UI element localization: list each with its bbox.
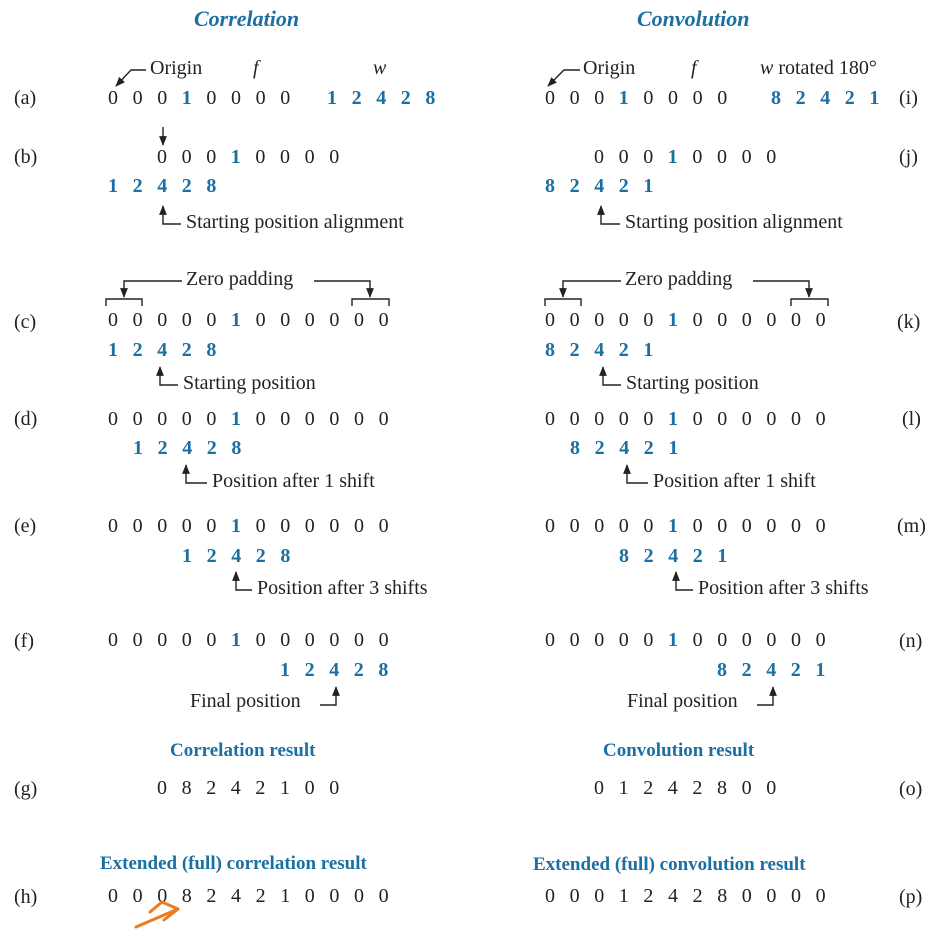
seq-g-result-digit: 8 <box>181 777 192 799</box>
seq-n-f-digit: 0 <box>643 629 654 651</box>
seq-d-f-digit: 0 <box>255 408 266 430</box>
seq-d-f-digit: 0 <box>181 408 192 430</box>
seq-j-w-digit: 2 <box>618 175 629 197</box>
seq-e-w-digit: 4 <box>231 545 242 567</box>
seq-m-w-digit: 8 <box>619 545 629 567</box>
start-pos-arrow-right <box>603 367 621 385</box>
seq-c-f-digit: 0 <box>378 309 389 331</box>
seq-k-f-digit: 0 <box>545 309 555 331</box>
seq-e-f-digit: 0 <box>354 515 364 537</box>
seq-p-result-digit: 8 <box>717 885 728 907</box>
seq-j-f-digit: 0 <box>766 146 777 168</box>
seq-n-f-digit: 0 <box>791 629 801 651</box>
seq-k-f-digit: 0 <box>766 309 777 331</box>
seq-m-w-digit: 1 <box>717 545 728 567</box>
seq-o-result-digit: 0 <box>594 777 604 799</box>
seq-b-f-digit: 0 <box>304 146 315 168</box>
seq-k-w-digit: 2 <box>569 339 580 361</box>
seq-h-result-digit: 0 <box>354 885 364 907</box>
seq-h-result-digit: 0 <box>157 885 168 907</box>
seq-l-f-digit: 0 <box>766 408 777 430</box>
zero-pad-arrow-left-a <box>124 281 182 297</box>
seq-k-f-digit: 0 <box>618 309 629 331</box>
seq-a-w-digit: 4 <box>376 87 387 109</box>
seq-c-w-digit: 2 <box>181 339 192 361</box>
w-rotated-symbol: w <box>760 57 774 79</box>
seq-d-w-digit: 4 <box>182 437 193 459</box>
seq-m-f-digit: 0 <box>766 515 777 537</box>
seq-g-result-digit: 2 <box>206 777 217 799</box>
seq-c-f-digit: 0 <box>255 309 266 331</box>
seq-e-f-digit: 0 <box>181 515 192 537</box>
seq-b-w-digit: 4 <box>157 175 168 197</box>
row-label-j: (j) <box>899 146 918 168</box>
seq-e-f-digit: 0 <box>280 515 291 537</box>
seq-f-f-digit: 0 <box>181 629 192 651</box>
seq-m-w-digit: 2 <box>692 545 703 567</box>
seq-e-w-digit: 2 <box>206 545 217 567</box>
seq-k-f-digit: 0 <box>692 309 703 331</box>
seq-i-w-digit: 1 <box>869 87 880 109</box>
seq-n-f-digit: 0 <box>717 629 728 651</box>
seq-l-w-digit: 4 <box>619 437 630 459</box>
seq-f-f-digit: 1 <box>231 629 241 651</box>
zero-pad-bracket-right-b <box>791 299 828 306</box>
note-start-pos-right: Starting position <box>626 372 759 394</box>
seq-e-w-digit: 2 <box>255 545 266 567</box>
w-rotated-suffix: rotated 180° <box>773 57 877 79</box>
seq-l-w-digit: 2 <box>643 437 654 459</box>
seq-i-w-digit: 4 <box>820 87 831 109</box>
seq-n-w-digit: 1 <box>815 659 826 681</box>
after1-arrow-right <box>627 465 648 483</box>
seq-f-f-digit: 0 <box>378 629 389 651</box>
seq-c-f-digit: 0 <box>108 309 118 331</box>
row-label-l: (l) <box>902 408 921 430</box>
seq-c-f-digit: 0 <box>329 309 340 331</box>
seq-d-w-digit: 2 <box>206 437 217 459</box>
seq-c-f-digit: 0 <box>354 309 364 331</box>
extended-correlation-heading: Extended (full) correlation result <box>100 853 367 874</box>
seq-l-f-digit: 1 <box>668 408 678 430</box>
seq-i-f-digit: 0 <box>692 87 703 109</box>
origin-arrow-right <box>548 70 580 86</box>
seq-p-result-digit: 0 <box>569 885 580 907</box>
seq-m-f-digit: 0 <box>643 515 654 537</box>
seq-l-w-digit: 2 <box>594 437 605 459</box>
seq-d-f-digit: 1 <box>231 408 241 430</box>
row-label-m: (m) <box>897 515 926 537</box>
seq-c-f-digit: 0 <box>157 309 168 331</box>
seq-a-f-digit: 0 <box>231 87 241 109</box>
seq-n-f-digit: 0 <box>618 629 629 651</box>
seq-c-f-digit: 0 <box>132 309 143 331</box>
seq-p-result-digit: 2 <box>692 885 703 907</box>
seq-b-f-digit: 0 <box>280 146 290 168</box>
seq-l-f-digit: 0 <box>717 408 728 430</box>
seq-i-f-digit: 0 <box>717 87 728 109</box>
seq-m-f-digit: 1 <box>668 515 678 537</box>
seq-i-w-digit: 8 <box>771 87 781 109</box>
seq-l-f-digit: 0 <box>618 408 629 430</box>
seq-b-f-digit: 0 <box>157 146 167 168</box>
seq-g-result-digit: 4 <box>230 777 241 799</box>
seq-b-f-digit: 0 <box>181 146 192 168</box>
note-final-right: Final position <box>627 690 738 712</box>
note-after1-right: Position after 1 shift <box>653 470 816 492</box>
seq-b-f-digit: 0 <box>329 146 340 168</box>
final-arrow-right <box>757 687 773 705</box>
seq-n-f-digit: 0 <box>569 629 580 651</box>
seq-c-f-digit: 0 <box>304 309 315 331</box>
seq-j-f-digit: 0 <box>692 146 703 168</box>
seq-f-f-digit: 0 <box>157 629 168 651</box>
seq-b-w-digit: 1 <box>108 175 118 197</box>
seq-e-f-digit: 0 <box>304 515 315 537</box>
seq-a-w-digit: 2 <box>400 87 411 109</box>
seq-d-w-digit: 1 <box>133 437 143 459</box>
convolution-result-heading: Convolution result <box>603 740 755 761</box>
seq-c-f-digit: 0 <box>181 309 192 331</box>
seq-p-result-digit: 0 <box>594 885 605 907</box>
seq-n-f-digit: 0 <box>594 629 605 651</box>
seq-d-f-digit: 0 <box>206 408 217 430</box>
after3-arrow-left <box>236 572 252 590</box>
seq-f-w-digit: 2 <box>304 659 315 681</box>
row-label-d: (d) <box>14 408 38 430</box>
seq-l-f-digit: 0 <box>791 408 801 430</box>
seq-a-f-digit: 0 <box>157 87 168 109</box>
after1-arrow-left <box>186 465 207 483</box>
seq-b-w-digit: 2 <box>132 175 143 197</box>
seq-d-w-digit: 8 <box>231 437 242 459</box>
seq-n-f-digit: 0 <box>741 629 752 651</box>
seq-p-result-digit: 0 <box>815 885 826 907</box>
align-arrow-up-right <box>601 206 620 224</box>
seq-b-f-digit: 1 <box>230 146 241 168</box>
note-zero-pad-left: Zero padding <box>186 268 294 290</box>
row-label-k: (k) <box>897 311 921 333</box>
seq-d-f-digit: 0 <box>354 408 364 430</box>
note-after3-right: Position after 3 shifts <box>698 577 869 599</box>
seq-m-f-digit: 0 <box>569 515 580 537</box>
seq-i-f-digit: 0 <box>668 87 678 109</box>
seq-n-f-digit: 0 <box>692 629 703 651</box>
seq-e-f-digit: 0 <box>329 515 340 537</box>
final-arrow-left <box>320 687 336 705</box>
seq-e-f-digit: 0 <box>132 515 143 537</box>
seq-e-f-digit: 0 <box>255 515 266 537</box>
row-label-p: (p) <box>899 886 923 908</box>
seq-e-w-digit: 1 <box>182 545 192 567</box>
seq-f-f-digit: 0 <box>304 629 315 651</box>
seq-o-result-digit: 4 <box>667 777 678 799</box>
align-arrow-up-left <box>163 206 181 224</box>
seq-o-result-digit: 1 <box>618 777 629 799</box>
seq-o-result-digit: 8 <box>717 777 727 799</box>
seq-i-w-digit: 2 <box>844 87 855 109</box>
note-after3-left: Position after 3 shifts <box>257 577 428 599</box>
seq-n-f-digit: 0 <box>545 629 555 651</box>
seq-c-w-digit: 1 <box>108 339 118 361</box>
note-start-align-right: Starting position alignment <box>625 211 843 233</box>
seq-e-w-digit: 8 <box>280 545 291 567</box>
seq-p-result-digit: 0 <box>741 885 752 907</box>
seq-m-f-digit: 0 <box>717 515 728 537</box>
seq-g-result-digit: 0 <box>329 777 340 799</box>
start-pos-arrow-left <box>160 367 178 385</box>
seq-e-f-digit: 0 <box>108 515 118 537</box>
seq-b-f-digit: 0 <box>255 146 266 168</box>
seq-k-w-digit: 2 <box>618 339 629 361</box>
seq-o-result-digit: 0 <box>766 777 777 799</box>
row-label-f: (f) <box>14 630 34 652</box>
note-after1-left: Position after 1 shift <box>212 470 375 492</box>
seq-f-w-digit: 1 <box>280 659 290 681</box>
seq-j-f-digit: 0 <box>741 146 752 168</box>
seq-p-result-digit: 4 <box>668 885 678 907</box>
seq-d-f-digit: 0 <box>108 408 118 430</box>
seq-c-w-digit: 8 <box>206 339 217 361</box>
row-label-c: (c) <box>14 311 37 333</box>
seq-a-f-digit: 0 <box>280 87 291 109</box>
seq-d-f-digit: 0 <box>329 408 340 430</box>
convolution-title: Convolution <box>637 6 750 31</box>
seq-p-result-digit: 0 <box>791 885 801 907</box>
seq-l-f-digit: 0 <box>741 408 752 430</box>
seq-n-f-digit: 1 <box>668 629 678 651</box>
seq-h-result-digit: 8 <box>181 885 192 907</box>
seq-j-w-digit: 1 <box>643 175 654 197</box>
seq-l-w-digit: 8 <box>570 437 580 459</box>
seq-j-f-digit: 0 <box>643 146 654 168</box>
row-label-e: (e) <box>14 515 37 537</box>
seq-m-f-digit: 0 <box>791 515 801 537</box>
seq-b-f-digit: 0 <box>206 146 217 168</box>
correlation-result-heading: Correlation result <box>170 740 316 761</box>
seq-h-result-digit: 2 <box>255 885 266 907</box>
seq-a-w-digit: 1 <box>327 87 337 109</box>
seq-j-w-digit: 2 <box>569 175 580 197</box>
seq-p-result-digit: 2 <box>643 885 654 907</box>
f-label-left: f <box>253 57 259 79</box>
seq-e-f-digit: 0 <box>157 515 168 537</box>
seq-m-f-digit: 0 <box>692 515 703 537</box>
seq-k-f-digit: 0 <box>717 309 728 331</box>
seq-g-result-digit: 0 <box>157 777 167 799</box>
origin-label-left: Origin <box>150 57 203 79</box>
seq-e-f-digit: 0 <box>378 515 389 537</box>
seq-k-w-digit: 4 <box>594 339 605 361</box>
zero-pad-arrow-left-b <box>314 281 370 297</box>
seq-f-f-digit: 0 <box>255 629 266 651</box>
seq-m-w-digit: 2 <box>643 545 654 567</box>
seq-a-f-digit: 0 <box>108 87 118 109</box>
zero-pad-arrow-right-b <box>753 281 809 297</box>
row-label-h: (h) <box>14 886 38 908</box>
seq-l-f-digit: 0 <box>569 408 580 430</box>
seq-k-f-digit: 0 <box>791 309 801 331</box>
seq-f-f-digit: 0 <box>206 629 217 651</box>
seq-l-f-digit: 0 <box>545 408 555 430</box>
seq-n-w-digit: 4 <box>766 659 777 681</box>
seq-l-w-digit: 1 <box>668 437 679 459</box>
seq-e-f-digit: 0 <box>206 515 217 537</box>
seq-c-f-digit: 0 <box>280 309 291 331</box>
w-label-left: w <box>373 57 387 79</box>
seq-i-f-digit: 1 <box>618 87 629 109</box>
origin-arrow-left <box>116 70 146 86</box>
seq-m-f-digit: 0 <box>594 515 605 537</box>
row-label-i: (i) <box>899 87 918 109</box>
seq-i-f-digit: 0 <box>643 87 654 109</box>
seq-p-result-digit: 0 <box>766 885 777 907</box>
row-label-o: (o) <box>899 778 923 800</box>
seq-a-f-digit: 0 <box>255 87 266 109</box>
row-label-a: (a) <box>14 87 37 109</box>
seq-f-f-digit: 0 <box>354 629 364 651</box>
seq-d-f-digit: 0 <box>132 408 143 430</box>
seq-p-result-digit: 1 <box>618 885 629 907</box>
seq-n-w-digit: 2 <box>741 659 752 681</box>
seq-c-w-digit: 4 <box>157 339 168 361</box>
seq-h-result-digit: 0 <box>378 885 389 907</box>
seq-i-f-digit: 0 <box>594 87 605 109</box>
seq-a-f-digit: 0 <box>206 87 217 109</box>
seq-f-w-digit: 8 <box>378 659 389 681</box>
seq-i-w-digit: 2 <box>795 87 806 109</box>
seq-j-w-digit: 4 <box>594 175 605 197</box>
origin-label-right: Origin <box>583 57 636 79</box>
seq-m-f-digit: 0 <box>618 515 629 537</box>
correlation-title: Correlation <box>194 6 300 31</box>
note-start-align-left: Starting position alignment <box>186 211 404 233</box>
note-zero-pad-right: Zero padding <box>625 268 733 290</box>
seq-f-w-digit: 4 <box>329 659 340 681</box>
zero-pad-bracket-left-a <box>106 299 142 306</box>
seq-j-f-digit: 1 <box>667 146 678 168</box>
seq-k-w-digit: 8 <box>545 339 555 361</box>
row-label-g: (g) <box>14 778 38 800</box>
seq-d-w-digit: 2 <box>157 437 168 459</box>
seq-o-result-digit: 0 <box>741 777 752 799</box>
seq-m-f-digit: 0 <box>815 515 826 537</box>
seq-f-w-digit: 2 <box>353 659 364 681</box>
highlight-marker <box>136 902 178 927</box>
seq-h-result-digit: 0 <box>304 885 315 907</box>
seq-h-result-digit: 0 <box>108 885 118 907</box>
seq-a-f-digit: 1 <box>181 87 192 109</box>
seq-c-f-digit: 0 <box>206 309 217 331</box>
seq-k-f-digit: 0 <box>594 309 605 331</box>
seq-f-f-digit: 0 <box>329 629 340 651</box>
seq-f-f-digit: 0 <box>108 629 118 651</box>
seq-n-w-digit: 2 <box>790 659 801 681</box>
after3-arrow-right <box>676 572 693 590</box>
seq-g-result-digit: 1 <box>280 777 290 799</box>
seq-j-f-digit: 0 <box>594 146 604 168</box>
seq-a-w-digit: 2 <box>351 87 362 109</box>
seq-n-f-digit: 0 <box>766 629 777 651</box>
row-label-b: (b) <box>14 146 38 168</box>
seq-m-w-digit: 4 <box>668 545 679 567</box>
seq-d-f-digit: 0 <box>378 408 389 430</box>
seq-e-f-digit: 1 <box>231 515 241 537</box>
seq-b-w-digit: 8 <box>206 175 217 197</box>
seq-n-w-digit: 8 <box>717 659 727 681</box>
seq-m-f-digit: 0 <box>545 515 555 537</box>
seq-p-result-digit: 0 <box>545 885 555 907</box>
seq-f-f-digit: 0 <box>280 629 291 651</box>
seq-l-f-digit: 0 <box>692 408 703 430</box>
seq-d-f-digit: 0 <box>157 408 168 430</box>
seq-d-f-digit: 0 <box>304 408 315 430</box>
seq-i-f-digit: 0 <box>569 87 580 109</box>
row-label-n: (n) <box>899 630 923 652</box>
seq-h-result-digit: 0 <box>329 885 340 907</box>
seq-d-f-digit: 0 <box>280 408 291 430</box>
seq-k-w-digit: 1 <box>643 339 654 361</box>
note-final-left: Final position <box>190 690 301 712</box>
seq-k-f-digit: 0 <box>741 309 752 331</box>
seq-o-result-digit: 2 <box>643 777 654 799</box>
seq-h-result-digit: 2 <box>206 885 217 907</box>
seq-k-f-digit: 1 <box>668 309 678 331</box>
seq-j-f-digit: 0 <box>618 146 629 168</box>
zero-pad-bracket-left-b <box>352 299 389 306</box>
seq-i-f-digit: 0 <box>545 87 555 109</box>
seq-g-result-digit: 0 <box>304 777 315 799</box>
seq-a-w-digit: 8 <box>425 87 436 109</box>
f-label-right: f <box>691 57 697 79</box>
seq-o-result-digit: 2 <box>692 777 703 799</box>
seq-k-f-digit: 0 <box>569 309 580 331</box>
zero-pad-arrow-right-a <box>563 281 621 297</box>
seq-a-f-digit: 0 <box>132 87 143 109</box>
seq-b-w-digit: 2 <box>181 175 192 197</box>
seq-j-f-digit: 0 <box>717 146 727 168</box>
zero-pad-bracket-right-a <box>545 299 581 306</box>
seq-l-f-digit: 0 <box>815 408 826 430</box>
seq-k-f-digit: 0 <box>643 309 654 331</box>
seq-h-result-digit: 0 <box>132 885 143 907</box>
seq-l-f-digit: 0 <box>594 408 605 430</box>
seq-f-f-digit: 0 <box>132 629 143 651</box>
seq-m-f-digit: 0 <box>741 515 752 537</box>
seq-c-f-digit: 1 <box>231 309 241 331</box>
seq-h-result-digit: 4 <box>231 885 241 907</box>
seq-n-f-digit: 0 <box>815 629 826 651</box>
seq-h-result-digit: 1 <box>280 885 291 907</box>
seq-c-w-digit: 2 <box>132 339 143 361</box>
seq-g-result-digit: 2 <box>255 777 266 799</box>
seq-l-f-digit: 0 <box>643 408 654 430</box>
extended-convolution-heading: Extended (full) convolution result <box>533 854 806 875</box>
note-start-pos-left: Starting position <box>183 372 316 394</box>
seq-j-w-digit: 8 <box>545 175 555 197</box>
seq-k-f-digit: 0 <box>815 309 826 331</box>
